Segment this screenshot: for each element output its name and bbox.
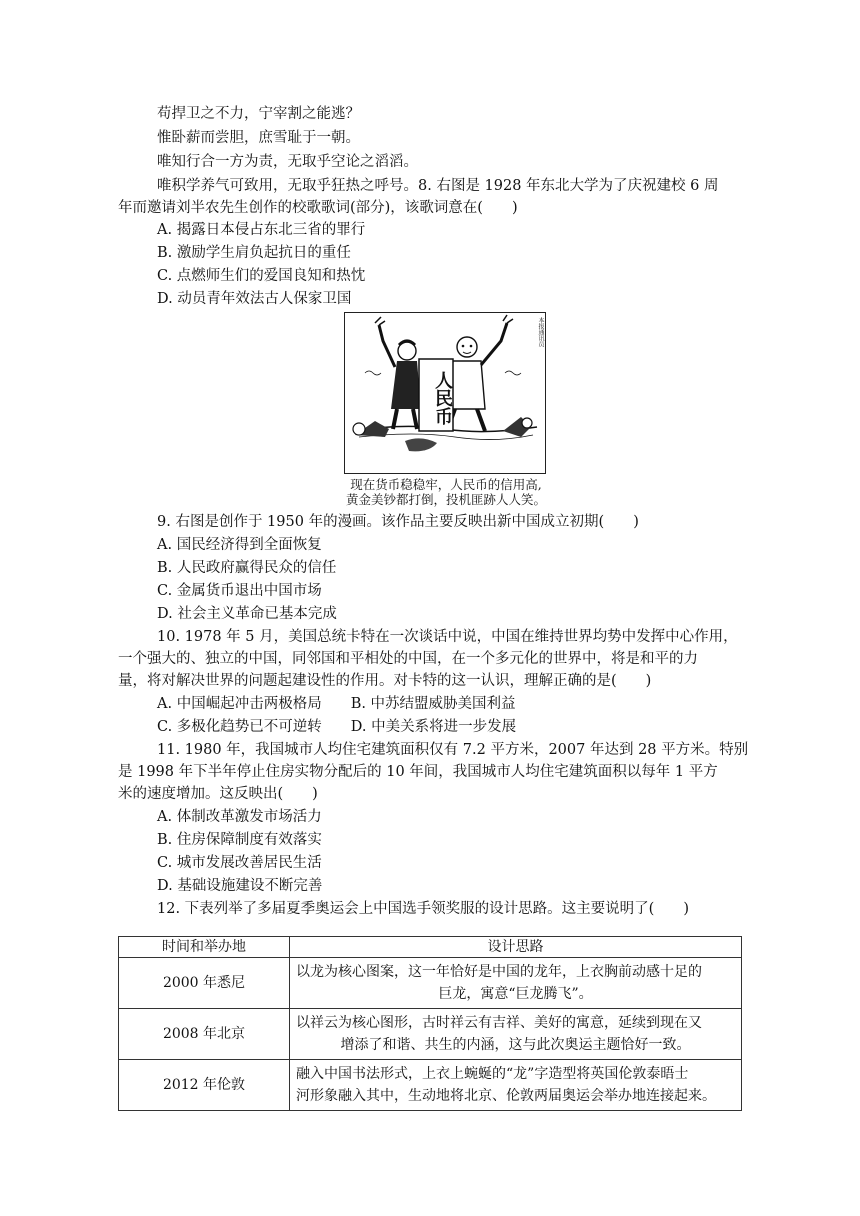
cartoon-banner-text: 人民币 (432, 371, 453, 425)
q11-stem-line-2: 是 1998 年下半年停止住房实物分配后的 10 年间，我国城市人均住宅建筑面积以每年 1 平方 (118, 764, 718, 780)
q10-stem-line-3: 量，将对解决世界的问题起建设性的作用。对卡特的这一认识，理解正确的是( ) (118, 673, 652, 689)
cartoon-side-text: 本报通讯员 (537, 317, 544, 347)
q10-stem-line-2: 一个强大的、独立的中国，同邻国和平相处的中国，在一个多元化的世界中，将是和平的力 (118, 651, 698, 667)
q11-option-d: D. 基础设施建设不断完善 (157, 878, 323, 894)
q8-option-b: B. 激励学生肩负起抗日的重任 (157, 245, 351, 261)
q11-option-c: C. 城市发展改善居民生活 (157, 855, 322, 871)
row-idea (290, 1060, 742, 1111)
cartoon-caption-line-1: 现在货币稳稳牢，人民币的信用高, (350, 477, 542, 492)
q8-option-a: A. 揭露日本侵占东北三省的罪行 (157, 222, 366, 238)
cartoon-image (344, 312, 546, 474)
q9-option-c: C. 金属货币退出中国市场 (157, 583, 322, 599)
table-row (119, 1009, 742, 1060)
table-header-row (119, 937, 742, 958)
header-time-place: 时间和举办地 (119, 937, 290, 958)
q10-options-line-2: C. 多极化趋势已不可逆转 D. 中美关系将进一步发展 (157, 719, 517, 735)
q8-option-c: C. 点燃师生们的爱国良知和热忱 (157, 268, 366, 284)
row-idea-line-2: 河形象融入其中，生动地将北京、伦敦两届奥运会举办地连接起来。 (296, 1088, 716, 1104)
row-idea (290, 1009, 742, 1060)
q10-stem-line-1: 10. 1978 年 5 月，美国总统卡特在一次谈话中说，中国在维持世界均势中发挥中心作用， (157, 629, 738, 645)
header-design-idea: 设计思路 (290, 937, 742, 958)
q12-stem: 12. 下表列举了多届夏季奥运会上中国选手领奖服的设计思路。这主要说明了( ) (157, 901, 689, 917)
q11-option-a: A. 体制改革激发市场活力 (157, 809, 322, 825)
row-idea-line-1: 融入中国书法形式，上衣上蜿蜒的“龙”字造型将英国伦敦泰晤士 (296, 1066, 689, 1082)
table-row (119, 958, 742, 1009)
poem-line-2: 惟卧薪而尝胆，庶雪耻于一朝。 (157, 130, 360, 146)
row-place: 2012 年伦敦 (119, 1060, 290, 1111)
row-idea (290, 958, 742, 1009)
row-place: 2000 年悉尼 (119, 958, 290, 1009)
q9-stem: 9. 右图是创作于 1950 年的漫画。该作品主要反映出新中国成立初期( ) (157, 514, 639, 530)
q9-option-a: A. 国民经济得到全面恢复 (157, 537, 322, 553)
row-idea-line-1: 以祥云为核心图形，古时祥云有吉祥、美好的寓意，延续到现在又 (296, 1015, 702, 1031)
row-idea-line-2: 增添了和谐、共生的内涵，这与此次奥运主题恰好一致。 (340, 1037, 691, 1053)
q11-stem-line-1: 11. 1980 年，我国城市人均住宅建筑面积仅有 7.2 平方米，2007 年达到 28 平方米。特别 (157, 742, 749, 758)
row-idea-line-2: 巨龙，寓意“巨龙腾飞”。 (438, 986, 593, 1002)
row-place: 2008 年北京 (119, 1009, 290, 1060)
cartoon-caption-line-2: 黄金美钞都打倒，投机匪跡人人笑。 (345, 492, 546, 507)
q9-option-b: B. 人民政府赢得民众的信任 (157, 560, 337, 576)
q8-option-d: D. 动员青年效法古人保家卫国 (157, 291, 352, 307)
q11-option-b: B. 住房保障制度有效落实 (157, 832, 322, 848)
poem-line-1: 苟捍卫之不力，宁宰割之能逃？ (157, 106, 360, 122)
q8-stem-line-1: 唯积学养气可致用，无取乎狂热之呼号。8. 右图是 1928 年东北大学为了庆祝建校 6 周 (157, 178, 719, 194)
poem-line-3: 唯知行合一方为责，无取乎空论之滔滔。 (157, 154, 418, 170)
q9-option-d: D. 社会主义革命已基本完成 (157, 606, 337, 622)
row-idea-line-1: 以龙为核心图案，这一年恰好是中国的龙年，上衣胸前动感十足的 (296, 964, 702, 980)
olympics-design-table (118, 936, 742, 1111)
table-row (119, 1060, 742, 1111)
q10-options-line-1: A. 中国崛起冲击两极格局 B. 中苏结盟威胁美国利益 (157, 696, 516, 712)
q8-stem-line-2: 年而邀请刘半农先生创作的校歌歌词(部分)，该歌词意在( ) (118, 200, 518, 216)
q11-stem-line-3: 米的速度增加。这反映出( ) (118, 786, 318, 802)
